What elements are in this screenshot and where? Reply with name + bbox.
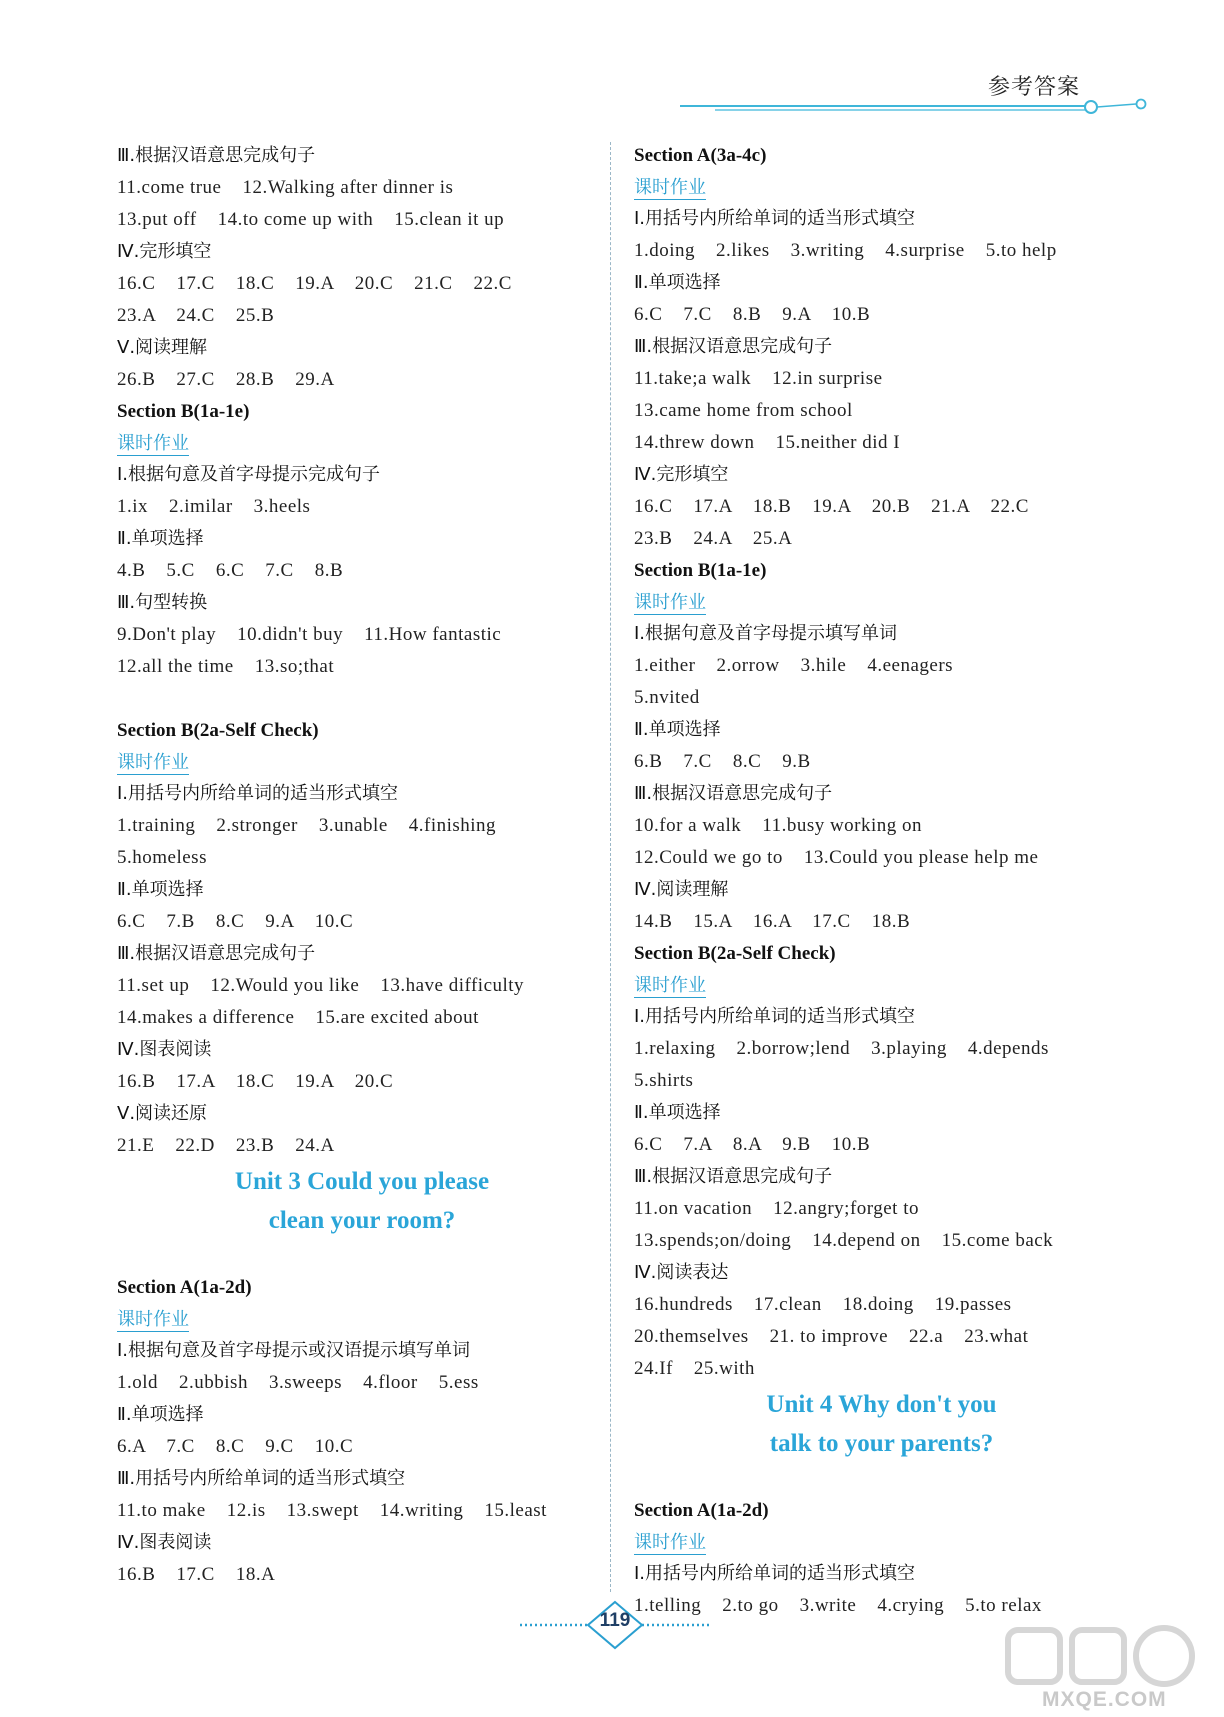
answer-line: 11.to make 12.is 13.swept 14.writing 15.least [117,1500,547,1521]
exercise-heading: Ⅳ.阅读表达 [634,1262,729,1283]
answer-line: 1.old 2.ubbish 3.sweeps 4.floor 5.ess [117,1372,479,1393]
exercise-heading: Ⅱ.单项选择 [117,528,204,549]
exercise-heading: Ⅰ.用括号内所给单词的适当形式填空 [634,208,916,229]
homework-tag [634,1527,1129,1558]
answer-line: 13.came home from school [634,400,853,421]
homework-tag-label: 课时作业 [634,975,706,996]
exercise-heading: Ⅰ.用括号内所给单词的适当形式填空 [634,1563,916,1584]
homework-tag-label: 课时作业 [634,1532,706,1553]
answer-line: 6.C 7.A 8.A 9.B 10.B [634,1134,871,1155]
exercise-heading: Ⅲ.根据汉语意思完成句子 [117,943,316,964]
answer-line: 23.B 24.A 25.A [634,528,793,549]
exercise-heading: Ⅲ.句型转换 [117,592,208,613]
exercise-heading: Ⅳ.完形填空 [634,464,729,485]
answer-line: 6.C 7.B 8.C 9.A 10.C [117,911,354,932]
exercise-heading: Ⅲ.根据汉语意思完成句子 [634,783,833,804]
answer-line: 16.C 17.C 18.C 19.A 20.C 21.C 22.C [117,273,512,294]
answer-line: 1.ix 2.imilar 3.heels [117,496,311,517]
answer-line: 20.themselves 21. to improve 22.a 23.what [634,1326,1029,1347]
answer-line: 11.come true 12.Walking after dinner is [117,177,454,198]
answer-line: 5.shirts [634,1070,694,1091]
exercise-heading: Ⅱ.单项选择 [634,719,721,740]
section-title: Section A(3a-4c) [634,145,767,166]
header-title: 参考答案 [988,75,1081,100]
answer-line: 14.B 15.A 16.A 17.C 18.B [634,911,911,932]
homework-tag [634,587,1129,618]
unit-title: Unit 3 Could you please [234,1168,490,1195]
exercise-heading: Ⅰ.用括号内所给单词的适当形式填空 [634,1006,916,1027]
page-number: 119 [599,1610,631,1631]
answer-line: 5.homeless [117,847,207,868]
exercise-heading: Ⅱ.单项选择 [117,1404,204,1425]
section-title: Section B(2a-Self Check) [634,943,836,964]
section-title: Section B(1a-1e) [634,560,767,581]
answer-line: 12.all the time 13.so;that [117,656,335,677]
left-column [117,140,607,1591]
answer-line: 13.spends;on/doing 14.depend on 15.come back [634,1230,1054,1251]
exercise-heading: Ⅴ.阅读理解 [117,337,208,358]
exercise-heading: Ⅰ.根据句意及首字母提示填写单词 [634,623,898,644]
exercise-heading: Ⅳ.完形填空 [117,241,212,262]
homework-tag-label: 课时作业 [634,592,706,613]
answer-line: 1.relaxing 2.borrow;lend 3.playing 4.depends [634,1038,1049,1059]
exercise-heading: Ⅱ.单项选择 [634,1102,721,1123]
answer-line: 16.B 17.C 18.A [117,1564,276,1585]
exercise-heading: Ⅰ.根据句意及首字母提示或汉语提示填写单词 [117,1340,471,1361]
answer-line: 21.E 22.D 23.B 24.A [117,1135,335,1156]
section-title: Section B(2a-Self Check) [117,720,319,741]
homework-tag [634,970,1129,1001]
exercise-heading: Ⅳ.图表阅读 [117,1532,212,1553]
answer-line: 6.B 7.C 8.C 9.B [634,751,811,772]
answer-line: 16.B 17.A 18.C 19.A 20.C [117,1071,394,1092]
answer-line: 10.for a walk 11.busy working on [634,815,923,836]
homework-tag [117,428,607,459]
right-column [634,140,1129,1622]
homework-tag-label: 课时作业 [634,177,706,198]
exercise-heading: Ⅳ.阅读理解 [634,879,729,900]
header-decoration [0,0,1224,130]
exercise-heading: Ⅲ.根据汉语意思完成句子 [634,1166,833,1187]
exercise-heading: Ⅴ.阅读还原 [117,1103,208,1124]
answer-line: 6.A 7.C 8.C 9.C 10.C [117,1436,354,1457]
answer-line: 23.A 24.C 25.B [117,305,275,326]
section-title: Section B(1a-1e) [117,401,250,422]
spacer [117,683,607,715]
homework-tag-label: 课时作业 [117,433,189,454]
answer-line: 11.on vacation 12.angry;forget to [634,1198,919,1219]
answer-line: 26.B 27.C 28.B 29.A [117,369,335,390]
answer-line: 16.C 17.A 18.B 19.A 20.B 21.A 22.C [634,496,1029,517]
answer-line: 11.set up 12.Would you like 13.have difficulty [117,975,525,996]
exercise-heading: Ⅰ.根据句意及首字母提示完成句子 [117,464,381,485]
homework-tag-label: 课时作业 [117,1309,189,1330]
column-divider [610,142,611,1592]
answer-line: 11.take;a walk 12.in surprise [634,368,883,389]
answer-line: 14.threw down 15.neither did I [634,432,901,453]
homework-tag-label: 课时作业 [117,752,189,773]
answer-line: 1.either 2.orrow 3.hile 4.eenagers [634,655,954,676]
unit-title: clean your room? [268,1207,456,1234]
section-title: Section A(1a-2d) [117,1277,252,1298]
homework-tag [117,1304,607,1335]
answer-line: 12.Could we go to 13.Could you please help me [634,847,1039,868]
section-title: Section A(1a-2d) [634,1500,769,1521]
answer-line: 1.telling 2.to go 3.write 4.crying 5.to relax [634,1595,1042,1616]
homework-tag [634,172,1129,203]
spacer [634,1463,1129,1495]
answer-line: 4.B 5.C 6.C 7.C 8.B [117,560,344,581]
exercise-heading: Ⅲ.根据汉语意思完成句子 [117,145,316,166]
answer-line: 14.makes a difference 15.are excited about [117,1007,479,1028]
exercise-heading: Ⅰ.用括号内所给单词的适当形式填空 [117,783,399,804]
answer-line: 9.Don't play 10.didn't buy 11.How fantastic [117,624,502,645]
exercise-heading: Ⅱ.单项选择 [634,272,721,293]
exercise-heading: Ⅲ.用括号内所给单词的适当形式填空 [117,1468,406,1489]
answer-line: 16.hundreds 17.clean 18.doing 19.passes [634,1294,1012,1315]
watermark-url: MXQE.COM [1042,1688,1167,1711]
unit-title: Unit 4 Why don't you [766,1391,997,1418]
answer-line: 1.doing 2.likes 3.writing 4.surprise 5.to help [634,240,1057,261]
answer-line: 24.If 25.with [634,1358,755,1379]
unit-title: talk to your parents? [769,1430,994,1457]
exercise-heading: Ⅱ.单项选择 [117,879,204,900]
answer-line: 1.training 2.stronger 3.unable 4.finishing [117,815,497,836]
answer-line: 6.C 7.C 8.B 9.A 10.B [634,304,871,325]
answer-line: 5.nvited [634,687,700,708]
exercise-heading: Ⅳ.图表阅读 [117,1039,212,1060]
homework-tag [117,747,607,778]
answer-line: 13.put off 14.to come up with 15.clean it up [117,209,505,230]
spacer [117,1240,607,1272]
exercise-heading: Ⅲ.根据汉语意思完成句子 [634,336,833,357]
